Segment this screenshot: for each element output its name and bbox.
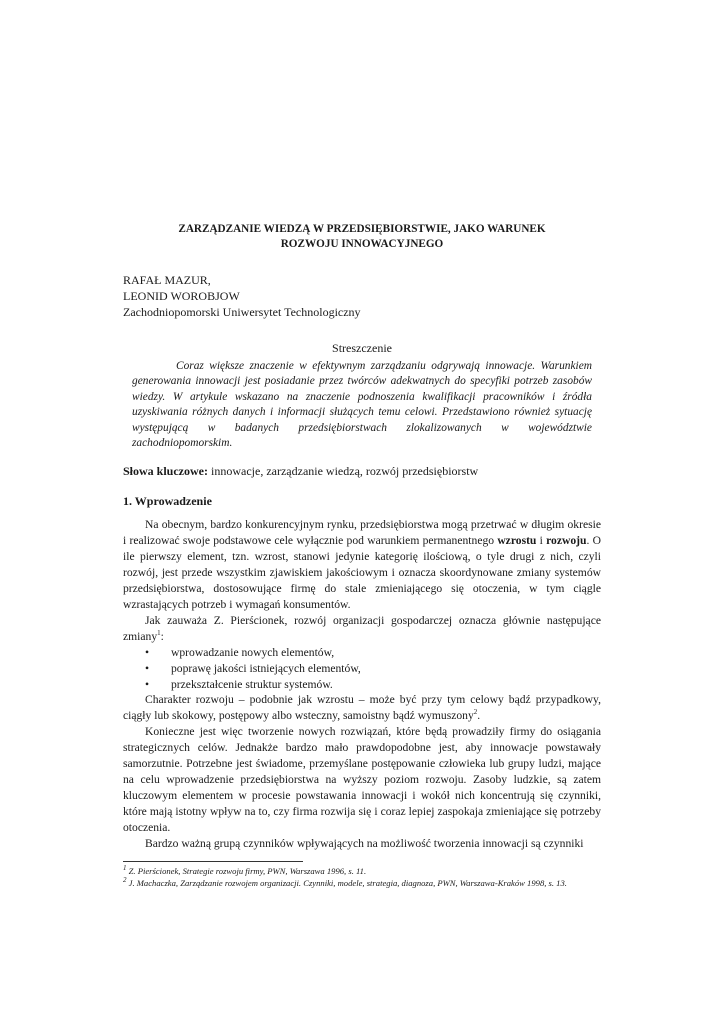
footnote-ref-1: 1: [157, 628, 161, 637]
paragraph-3: [123, 692, 601, 724]
paragraph-2: [123, 613, 601, 645]
author-1: RAFAŁ MAZUR,: [123, 273, 211, 287]
page-content: [123, 222, 601, 890]
paragraph-2-end: :: [160, 629, 164, 643]
bullet-icon: •: [145, 645, 150, 659]
list-item-text: poprawę jakości istniejących elementów,: [171, 661, 361, 675]
paragraph-1-and: i: [536, 534, 547, 548]
list-item: [145, 677, 601, 693]
footnote-ref-2: 2: [473, 708, 478, 717]
footnote-divider: [123, 861, 303, 862]
footnote-number: 1: [123, 864, 127, 873]
list-item: [145, 645, 601, 661]
paragraph-2-text: Jak zauważa Z. Pierścionek, rozwój organizacji gospodarczej oznacza głównie następujące zmiany: [123, 613, 601, 643]
affiliation: Zachodniopomorski Uniwersytet Technologiczny: [123, 305, 361, 319]
list-item-text: wprowadzanie nowych elementów,: [171, 645, 335, 659]
footnote-text: J. Machaczka, Zarządzanie rozwojem organizacji. Czynniki, modele, strategia, diagnoza, PWN, Warszawa-Kraków 1998, s. 13.: [126, 878, 567, 889]
footnote-number: 2: [123, 876, 127, 885]
bullet-icon: •: [145, 677, 150, 691]
list-item-text: przekształcenie struktur systemów.: [171, 677, 333, 691]
paragraph-3-end: .: [477, 709, 481, 723]
paragraph-1-text-a: Na obecnym, bardzo konkurencyjnym rynku, przedsiębiorstwa mogą przetrwać w długim okresie i realizować swoje podstawowe cele wyłącznie pod warunkiem permanentnego: [123, 518, 601, 548]
footnote-1: [123, 866, 601, 878]
keywords-label: Słowa kluczowe:: [123, 464, 208, 479]
paragraph-4: Konieczne jest więc tworzenie nowych rozwiązań, które będą prowadziły firmy do osiągania strategicznych celów. Jednakże bardzo mało prawdopodobne jest, aby innowacje powstawały samorzutnie. Potrzebne jest świadome, przemyślane postępowanie człowieka lub grupy ludzi, mające na celu wprowadzenie przedsiębiorstwa na wyższy poziom rozwoju. Zasoby ludzkie, są zatem kluczowym elementem w procesie powstawania innowacji i wokół nich koncentrują się czynniki, które mają istotny wpływ na to, czy firma rozwija się i coraz lepiej zaspokaja zmieniające się potrzeby otoczenia.: [123, 725, 601, 834]
bullet-list: [123, 645, 601, 693]
author-2: LEONID WOROBJOW: [123, 289, 240, 303]
keywords-text: innowacje, zarządzanie wiedzą, rozwój przedsiębiorstw: [208, 464, 479, 479]
section-heading: 1. Wprowadzenie: [123, 494, 212, 509]
footnote-2: [123, 878, 601, 890]
emphasis-rozwoju: rozwoju: [546, 534, 587, 548]
list-item: [145, 661, 601, 677]
author-block: [123, 272, 601, 320]
title-line-2: ROZWOJU INNOWACYJNEGO: [280, 238, 444, 250]
paper-title: [123, 222, 601, 252]
abstract-text: Coraz większe znaczenie w efektywnym zarządzaniu odgrywają innowacje. Warunkiem generowania innowacji jest posiadanie przez twórców adekwatnych do specyfiki potrzeb zasobów wiedzy. W artykule wskazano na znaczenie podnoszenia kwalifikacji pracowników i źródła uzyskiwania różnych danych i informacji służących temu celowi. Przedstawiono również sytuację występującą w badanych przedsiębiorstwach zlokalizowanych w województwie zachodniopomorskim.: [132, 360, 592, 450]
paragraph-1: [123, 517, 601, 612]
emphasis-wzrostu: wzrostu: [497, 534, 537, 548]
bullet-icon: •: [145, 661, 150, 675]
footnotes: [123, 866, 601, 889]
paragraph-5: Bardzo ważną grupą czynników wpływających na możliwość tworzenia innowacji są czynniki: [145, 836, 584, 850]
paragraph-1-text-c: . O ile pierwszy element, tzn. wzrost, stanowi jedynie kategorię ilościową, o tyle drugi z nich, czyli rozwój, jest przede wszystkim zjawiskiem jakościowym i oznacza skoordynowane zmiany systemów przedsiębiorstwa, dostosowujące firmę do stale zmieniającego się otoczenia, w tym ciągle wzrastających potrzeb i wymagań konsumentów.: [123, 534, 601, 611]
paragraph-3-text: Charakter rozwoju – podobnie jak wzrostu – może być przy tym celowy bądź przypadkowy, ciągły lub skokowy, postępowy albo wsteczny, samoistny bądź wymuszony: [123, 693, 601, 723]
keywords: [123, 463, 601, 479]
abstract-heading: Streszczenie: [332, 341, 392, 355]
title-line-1: ZARZĄDZANIE WIEDZĄ W PRZEDSIĘBIORSTWIE, JAKO WARUNEK: [178, 223, 546, 235]
footnote-text: Z. Pierścionek, Strategie rozwoju firmy, PWN, Warszawa 1996, s. 11.: [126, 866, 367, 877]
